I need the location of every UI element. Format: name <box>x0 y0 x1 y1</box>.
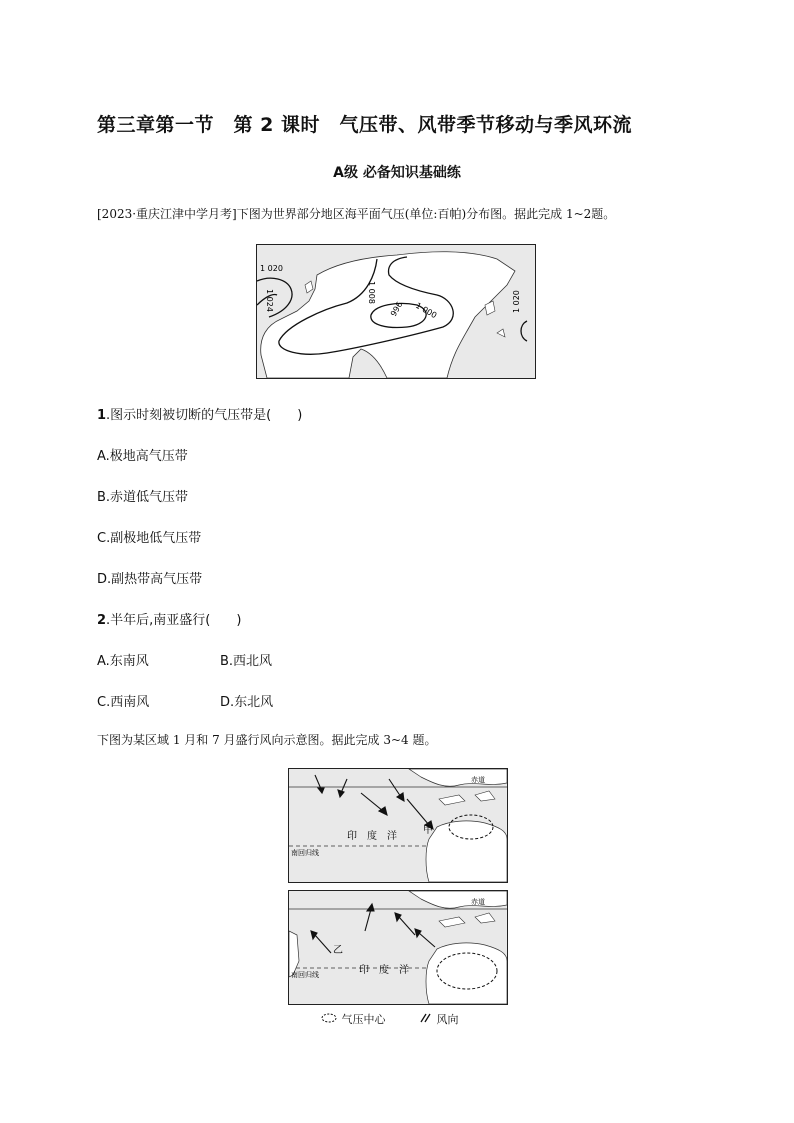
eurasia-africa-land <box>261 252 515 378</box>
isobar-1020-right <box>521 321 527 341</box>
point-label: 乙 <box>333 945 343 956</box>
group2-intro: 下图为某区域 1 月和 7 月盛行风向示意图。据此完成 3~4 题。 <box>97 733 437 747</box>
island-shape <box>439 917 465 927</box>
wind-arrow <box>365 904 374 931</box>
wind-arrow <box>389 779 404 801</box>
island-shape <box>475 791 495 801</box>
group1-intro: [2023·重庆江津中学月考]下图为世界部分地区海平面气压(单位:百帕)分布图。据此完成 1~2题。 <box>97 207 616 221</box>
wind-map-top <box>288 768 508 883</box>
section-title: A级 必备知识基础练 <box>333 165 461 181</box>
australia-land <box>426 943 507 1004</box>
ocean-label: 印 度 洋 <box>347 831 397 842</box>
wind-map-bottom-svg <box>289 891 507 1004</box>
question-1-option-d: D.副热带高气压带 <box>97 572 203 587</box>
tropic-label: 南回归线 <box>291 971 319 979</box>
question-2-option-d: D.东北风 <box>220 695 274 710</box>
wind-arrow <box>311 931 331 953</box>
question-1-option-a: A.极地高气压带 <box>97 449 188 464</box>
question-number: 1 <box>97 408 107 423</box>
wind-map-bottom <box>288 890 508 1005</box>
wind-arrow <box>315 775 324 793</box>
isobar-label: 996 <box>388 300 405 318</box>
island-shape <box>497 329 505 337</box>
question-stem: .半年后,南亚盛行( ) <box>106 613 242 628</box>
wind-map-top-svg <box>289 769 507 882</box>
pressure-map <box>256 244 536 379</box>
pressure-map-svg <box>257 245 535 378</box>
wind-arrow <box>395 913 415 935</box>
asia-land <box>409 769 507 786</box>
question-1-option-c: C.副极地低气压带 <box>97 531 202 546</box>
isobar-label: 1 000 <box>414 300 439 321</box>
island-shape <box>475 913 495 923</box>
asia-land <box>409 891 507 908</box>
australia-land <box>426 821 507 882</box>
wind-arrow <box>338 779 347 797</box>
isobar-label: 1 024 <box>265 289 274 312</box>
tropic-label: 南回归线 <box>291 849 319 857</box>
question-stem: .图示时刻被切断的气压带是( ) <box>106 408 303 423</box>
isobar-label: 1 020 <box>260 264 283 273</box>
ocean-label: 印 度 洋 <box>359 965 409 976</box>
question-2-option-b: B.西北风 <box>220 654 273 669</box>
map-legend <box>320 1011 459 1027</box>
equator-label: 赤道 <box>471 776 485 784</box>
equator-label: 赤道 <box>471 898 485 906</box>
wind-arrow <box>361 793 387 815</box>
point-label: 甲 <box>423 825 433 836</box>
question-1-stem <box>97 404 302 423</box>
legend-wind-direction-label: 风向 <box>436 1013 459 1026</box>
wind-arrow <box>415 929 435 947</box>
question-2-option-c: C.西南风 <box>97 695 150 710</box>
island-shape <box>305 281 313 293</box>
isobar-label: 1 008 <box>367 281 376 304</box>
question-number: 2 <box>97 613 107 628</box>
isobar-label: 1 020 <box>512 290 521 313</box>
legend-pressure-center-label: 气压中心 <box>341 1013 386 1026</box>
island-shape <box>439 795 465 805</box>
page-title: 第三章第一节 第 2 课时 气压带、风带季节移动与季风环流 <box>97 114 632 136</box>
pressure-center-icon <box>320 1013 338 1026</box>
question-2-option-a: A.东南风 <box>97 654 149 669</box>
wind-direction-icon <box>419 1013 433 1026</box>
question-1-option-b: B.赤道低气压带 <box>97 490 189 505</box>
question-2-stem <box>97 609 241 628</box>
